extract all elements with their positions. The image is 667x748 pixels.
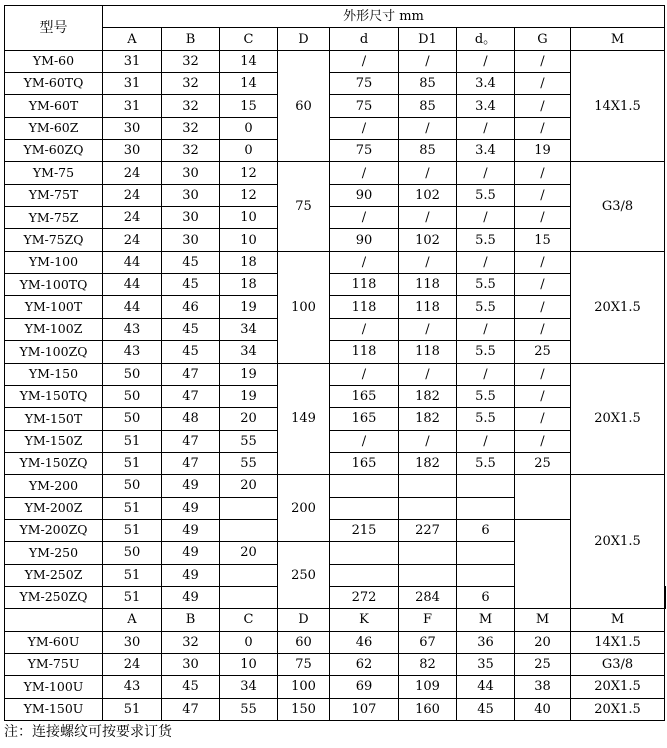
value-cell: / bbox=[515, 207, 571, 229]
value-cell: 75 bbox=[278, 653, 330, 675]
value-cell: 0 bbox=[220, 140, 278, 162]
value-cell: 118 bbox=[330, 296, 399, 318]
value-cell: / bbox=[515, 274, 571, 296]
model-cell: YM-60TQ bbox=[5, 73, 103, 95]
value-cell bbox=[399, 475, 457, 497]
value-cell bbox=[457, 475, 515, 497]
model-cell: YM-150T bbox=[5, 408, 103, 430]
value-cell: / bbox=[515, 184, 571, 206]
value-cell bbox=[457, 542, 515, 564]
value-cell bbox=[457, 564, 515, 586]
value-cell: 10 bbox=[220, 207, 278, 229]
value-cell: 51 bbox=[103, 497, 162, 519]
value-cell: 109 bbox=[399, 676, 457, 698]
value-cell: / bbox=[515, 162, 571, 184]
thread-cell: 14X1.5 bbox=[571, 50, 665, 162]
value-cell bbox=[220, 564, 278, 586]
value-cell: 32 bbox=[162, 117, 220, 139]
value-cell: 49 bbox=[162, 586, 220, 608]
value-cell: 14 bbox=[220, 50, 278, 72]
empty-cell bbox=[5, 609, 103, 631]
value-cell: 47 bbox=[162, 385, 220, 407]
table-row bbox=[5, 140, 666, 162]
value-cell: 47 bbox=[162, 452, 220, 474]
table-row bbox=[5, 50, 666, 72]
value-cell: 5.5 bbox=[457, 296, 515, 318]
thread-cell: 20X1.5 bbox=[571, 475, 665, 609]
value-cell: 50 bbox=[103, 363, 162, 385]
value-cell: 5.5 bbox=[457, 452, 515, 474]
table-row bbox=[5, 363, 666, 385]
model-cell: YM-150ZQ bbox=[5, 452, 103, 474]
value-cell: / bbox=[330, 251, 399, 273]
value-cell: 284 bbox=[399, 586, 457, 608]
thread-cell: 20X1.5 bbox=[571, 363, 665, 475]
value-cell: 5.5 bbox=[457, 184, 515, 206]
value-cell: 51 bbox=[103, 452, 162, 474]
value-cell: 47 bbox=[162, 430, 220, 452]
value-cell: / bbox=[515, 95, 571, 117]
value-cell: 30 bbox=[162, 653, 220, 675]
value-cell: 118 bbox=[399, 296, 457, 318]
value-cell bbox=[399, 564, 457, 586]
model-cell: YM-250Z bbox=[5, 564, 103, 586]
value-cell: 5.5 bbox=[457, 408, 515, 430]
column-header: D1 bbox=[399, 28, 457, 50]
value-cell: / bbox=[457, 318, 515, 340]
model-cell: YM-60ZQ bbox=[5, 140, 103, 162]
u-header-row bbox=[5, 609, 666, 631]
column-header: D bbox=[278, 28, 330, 50]
value-cell bbox=[330, 497, 399, 519]
value-cell: 45 bbox=[162, 274, 220, 296]
value-cell: / bbox=[457, 430, 515, 452]
value-cell: 51 bbox=[103, 586, 162, 608]
column-header: A bbox=[103, 28, 162, 50]
table-row bbox=[5, 73, 666, 95]
value-cell: 14 bbox=[220, 73, 278, 95]
value-cell: / bbox=[515, 385, 571, 407]
column-header: M bbox=[457, 609, 515, 631]
value-cell: 15 bbox=[220, 95, 278, 117]
table-row bbox=[5, 162, 666, 184]
value-cell: 44 bbox=[103, 274, 162, 296]
value-cell: / bbox=[457, 117, 515, 139]
table-row bbox=[5, 318, 666, 340]
table-row bbox=[5, 408, 666, 430]
value-cell: 12 bbox=[220, 184, 278, 206]
model-cell: YM-200 bbox=[5, 475, 103, 497]
value-cell: / bbox=[457, 251, 515, 273]
value-cell: 5.5 bbox=[457, 229, 515, 251]
value-cell: 24 bbox=[103, 162, 162, 184]
model-cell: YM-100TQ bbox=[5, 274, 103, 296]
value-cell: 3.4 bbox=[457, 140, 515, 162]
column-header: d bbox=[330, 28, 399, 50]
value-cell: 90 bbox=[330, 184, 399, 206]
value-cell: 85 bbox=[399, 140, 457, 162]
value-cell: / bbox=[457, 162, 515, 184]
value-cell: / bbox=[515, 117, 571, 139]
model-cell: YM-60U bbox=[5, 631, 103, 653]
value-cell: 62 bbox=[330, 653, 399, 675]
value-cell: 40 bbox=[515, 698, 571, 720]
value-cell: 6 bbox=[457, 586, 515, 608]
value-cell: 20 bbox=[220, 542, 278, 564]
value-cell: / bbox=[515, 430, 571, 452]
value-cell: 272 bbox=[330, 586, 399, 608]
value-cell: 100 bbox=[278, 676, 330, 698]
value-cell: 30 bbox=[103, 117, 162, 139]
table-row bbox=[5, 698, 666, 720]
value-cell: 20 bbox=[515, 631, 571, 653]
empty-cell bbox=[515, 475, 571, 520]
value-cell: 150 bbox=[278, 698, 330, 720]
value-cell: / bbox=[330, 430, 399, 452]
value-cell: 118 bbox=[330, 274, 399, 296]
value-cell: 20 bbox=[220, 408, 278, 430]
value-cell: 34 bbox=[220, 318, 278, 340]
value-cell: 25 bbox=[515, 341, 571, 363]
value-cell: 75 bbox=[330, 140, 399, 162]
value-cell: 182 bbox=[399, 408, 457, 430]
value-cell bbox=[220, 519, 278, 541]
value-cell: 118 bbox=[330, 341, 399, 363]
value-cell: 46 bbox=[330, 631, 399, 653]
value-cell: 85 bbox=[399, 73, 457, 95]
diameter-cell: 200 bbox=[278, 475, 330, 542]
value-cell: 107 bbox=[330, 698, 399, 720]
empty-cell bbox=[515, 519, 571, 608]
value-cell: 30 bbox=[103, 631, 162, 653]
table-row bbox=[5, 519, 666, 541]
value-cell: / bbox=[399, 363, 457, 385]
footnote: 注：连接螺纹可按要求订货 bbox=[4, 724, 172, 740]
value-cell: / bbox=[399, 318, 457, 340]
diameter-cell: 60 bbox=[278, 50, 330, 162]
value-cell: 12 bbox=[220, 162, 278, 184]
model-cell: YM-250 bbox=[5, 542, 103, 564]
value-cell: 10 bbox=[220, 653, 278, 675]
value-cell bbox=[457, 497, 515, 519]
table-row bbox=[5, 95, 666, 117]
value-cell: 30 bbox=[162, 207, 220, 229]
value-cell: / bbox=[515, 296, 571, 318]
value-cell: 34 bbox=[220, 341, 278, 363]
diameter-cell: 250 bbox=[278, 542, 330, 609]
value-cell: 19 bbox=[220, 296, 278, 318]
model-cell: YM-200ZQ bbox=[5, 519, 103, 541]
value-cell: 49 bbox=[162, 542, 220, 564]
value-cell: / bbox=[515, 318, 571, 340]
value-cell: 102 bbox=[399, 184, 457, 206]
value-cell: / bbox=[515, 50, 571, 72]
value-cell: 49 bbox=[162, 475, 220, 497]
model-cell: YM-60T bbox=[5, 95, 103, 117]
value-cell: 32 bbox=[162, 140, 220, 162]
value-cell: / bbox=[515, 363, 571, 385]
value-cell: 46 bbox=[162, 296, 220, 318]
dimensions-title: 外形尺寸 mm bbox=[103, 6, 665, 28]
value-cell: 165 bbox=[330, 452, 399, 474]
value-cell: 47 bbox=[162, 698, 220, 720]
value-cell: 48 bbox=[162, 408, 220, 430]
value-cell: 5.5 bbox=[457, 385, 515, 407]
table-row bbox=[5, 653, 666, 675]
model-header: 型号 bbox=[5, 6, 103, 51]
column-header: C bbox=[220, 609, 278, 631]
model-cell: YM-75ZQ bbox=[5, 229, 103, 251]
model-cell: YM-150Z bbox=[5, 430, 103, 452]
value-cell: G3/8 bbox=[571, 653, 665, 675]
value-cell: 30 bbox=[162, 184, 220, 206]
model-cell: YM-250ZQ bbox=[5, 586, 103, 608]
value-cell: 3.4 bbox=[457, 73, 515, 95]
column-header: M bbox=[571, 28, 665, 50]
value-cell: 55 bbox=[220, 698, 278, 720]
value-cell: 31 bbox=[103, 73, 162, 95]
value-cell: 32 bbox=[162, 631, 220, 653]
value-cell: 30 bbox=[162, 229, 220, 251]
value-cell: 20 bbox=[220, 475, 278, 497]
thread-cell: G3/8 bbox=[571, 162, 665, 251]
value-cell: 90 bbox=[330, 229, 399, 251]
value-cell: 18 bbox=[220, 251, 278, 273]
model-cell: YM-75U bbox=[5, 653, 103, 675]
value-cell: 60 bbox=[278, 631, 330, 653]
model-cell: YM-100Z bbox=[5, 318, 103, 340]
value-cell: / bbox=[399, 207, 457, 229]
table-row bbox=[5, 274, 666, 296]
column-header: M bbox=[571, 609, 665, 631]
value-cell: 3.4 bbox=[457, 95, 515, 117]
value-cell: / bbox=[330, 207, 399, 229]
value-cell: / bbox=[515, 73, 571, 95]
value-cell: 75 bbox=[330, 95, 399, 117]
table-row bbox=[5, 184, 666, 206]
value-cell: 14X1.5 bbox=[571, 631, 665, 653]
value-cell: / bbox=[515, 408, 571, 430]
table-row bbox=[5, 430, 666, 452]
value-cell bbox=[330, 475, 399, 497]
value-cell: 24 bbox=[103, 653, 162, 675]
dimension-table bbox=[4, 5, 666, 721]
table-row bbox=[5, 251, 666, 273]
value-cell: 15 bbox=[515, 229, 571, 251]
value-cell: 31 bbox=[103, 50, 162, 72]
header-row-1 bbox=[5, 6, 666, 28]
model-cell: YM-200Z bbox=[5, 497, 103, 519]
diameter-cell: 149 bbox=[278, 363, 330, 475]
value-cell: 227 bbox=[399, 519, 457, 541]
value-cell: 19 bbox=[220, 385, 278, 407]
value-cell: / bbox=[330, 162, 399, 184]
value-cell: 20X1.5 bbox=[571, 698, 665, 720]
value-cell: / bbox=[399, 117, 457, 139]
value-cell: 182 bbox=[399, 385, 457, 407]
value-cell bbox=[220, 586, 278, 608]
value-cell: 34 bbox=[220, 676, 278, 698]
value-cell: 160 bbox=[399, 698, 457, 720]
value-cell: 25 bbox=[515, 452, 571, 474]
value-cell: 6 bbox=[457, 519, 515, 541]
column-header: A bbox=[103, 609, 162, 631]
column-header: D bbox=[278, 609, 330, 631]
value-cell: 30 bbox=[162, 162, 220, 184]
model-cell: YM-100 bbox=[5, 251, 103, 273]
value-cell: 5.5 bbox=[457, 341, 515, 363]
model-cell: YM-100T bbox=[5, 296, 103, 318]
column-header: F bbox=[399, 609, 457, 631]
value-cell: 47 bbox=[162, 363, 220, 385]
value-cell: 10 bbox=[220, 229, 278, 251]
value-cell: 51 bbox=[103, 564, 162, 586]
value-cell: 36 bbox=[457, 631, 515, 653]
value-cell: 75 bbox=[330, 73, 399, 95]
value-cell: 24 bbox=[103, 207, 162, 229]
value-cell: 182 bbox=[399, 452, 457, 474]
value-cell: 49 bbox=[162, 564, 220, 586]
value-cell: 31 bbox=[103, 95, 162, 117]
thread-cell: 20X1.5 bbox=[571, 251, 665, 363]
value-cell: 67 bbox=[399, 631, 457, 653]
value-cell: 32 bbox=[162, 50, 220, 72]
table-row bbox=[5, 341, 666, 363]
value-cell: 43 bbox=[103, 318, 162, 340]
value-cell: 45 bbox=[162, 318, 220, 340]
value-cell: / bbox=[399, 162, 457, 184]
value-cell: 44 bbox=[103, 296, 162, 318]
model-cell: YM-75Z bbox=[5, 207, 103, 229]
value-cell: 51 bbox=[103, 698, 162, 720]
model-cell: YM-75T bbox=[5, 184, 103, 206]
value-cell: 38 bbox=[515, 676, 571, 698]
value-cell: 82 bbox=[399, 653, 457, 675]
value-cell: 35 bbox=[457, 653, 515, 675]
table-row bbox=[5, 631, 666, 653]
value-cell: 44 bbox=[103, 251, 162, 273]
value-cell: 165 bbox=[330, 408, 399, 430]
value-cell: / bbox=[330, 363, 399, 385]
value-cell: 5.5 bbox=[457, 274, 515, 296]
value-cell: 19 bbox=[220, 363, 278, 385]
value-cell bbox=[399, 497, 457, 519]
table-row bbox=[5, 229, 666, 251]
empty-cell bbox=[665, 586, 666, 608]
model-cell: YM-100ZQ bbox=[5, 341, 103, 363]
value-cell bbox=[330, 542, 399, 564]
value-cell: 215 bbox=[330, 519, 399, 541]
value-cell: / bbox=[399, 430, 457, 452]
column-header: B bbox=[162, 28, 220, 50]
value-cell: 69 bbox=[330, 676, 399, 698]
table-row bbox=[5, 475, 666, 497]
table-row bbox=[5, 385, 666, 407]
value-cell: 50 bbox=[103, 408, 162, 430]
table-row bbox=[5, 452, 666, 474]
header-row-2 bbox=[5, 28, 666, 50]
value-cell: 0 bbox=[220, 631, 278, 653]
value-cell: 32 bbox=[162, 73, 220, 95]
column-header: B bbox=[162, 609, 220, 631]
value-cell: 30 bbox=[103, 140, 162, 162]
value-cell: / bbox=[457, 363, 515, 385]
value-cell: 0 bbox=[220, 117, 278, 139]
model-cell: YM-150TQ bbox=[5, 385, 103, 407]
value-cell: 32 bbox=[162, 95, 220, 117]
table-row bbox=[5, 207, 666, 229]
model-cell: YM-75 bbox=[5, 162, 103, 184]
value-cell: / bbox=[399, 251, 457, 273]
value-cell: / bbox=[457, 50, 515, 72]
table-row bbox=[5, 676, 666, 698]
value-cell: 49 bbox=[162, 519, 220, 541]
value-cell bbox=[330, 564, 399, 586]
value-cell: 102 bbox=[399, 229, 457, 251]
column-header: G bbox=[515, 28, 571, 50]
value-cell bbox=[220, 497, 278, 519]
model-cell: YM-60Z bbox=[5, 117, 103, 139]
value-cell: 118 bbox=[399, 341, 457, 363]
value-cell: 85 bbox=[399, 95, 457, 117]
value-cell: 19 bbox=[515, 140, 571, 162]
model-cell: YM-100U bbox=[5, 676, 103, 698]
value-cell: 51 bbox=[103, 430, 162, 452]
value-cell: 44 bbox=[457, 676, 515, 698]
value-cell: 18 bbox=[220, 274, 278, 296]
value-cell: 20X1.5 bbox=[571, 676, 665, 698]
diameter-cell: 100 bbox=[278, 251, 330, 363]
value-cell: / bbox=[330, 318, 399, 340]
value-cell: / bbox=[515, 251, 571, 273]
value-cell: 50 bbox=[103, 542, 162, 564]
value-cell: 24 bbox=[103, 229, 162, 251]
value-cell: / bbox=[330, 117, 399, 139]
table-row bbox=[5, 117, 666, 139]
value-cell: 118 bbox=[399, 274, 457, 296]
value-cell: 50 bbox=[103, 475, 162, 497]
value-cell: / bbox=[330, 50, 399, 72]
column-header: K bbox=[330, 609, 399, 631]
value-cell: 50 bbox=[103, 385, 162, 407]
diameter-cell: 75 bbox=[278, 162, 330, 251]
model-cell: YM-150U bbox=[5, 698, 103, 720]
value-cell: 49 bbox=[162, 497, 220, 519]
value-cell: 165 bbox=[330, 385, 399, 407]
column-header: C bbox=[220, 28, 278, 50]
value-cell: 55 bbox=[220, 452, 278, 474]
value-cell bbox=[399, 542, 457, 564]
value-cell: 45 bbox=[457, 698, 515, 720]
value-cell: 45 bbox=[162, 251, 220, 273]
value-cell: 25 bbox=[515, 653, 571, 675]
value-cell: 51 bbox=[103, 519, 162, 541]
value-cell: 43 bbox=[103, 676, 162, 698]
value-cell: 24 bbox=[103, 184, 162, 206]
value-cell: 45 bbox=[162, 676, 220, 698]
value-cell: / bbox=[399, 50, 457, 72]
value-cell: 55 bbox=[220, 430, 278, 452]
model-cell: YM-60 bbox=[5, 50, 103, 72]
column-header: d。 bbox=[457, 28, 515, 50]
value-cell: 43 bbox=[103, 341, 162, 363]
table-row bbox=[5, 296, 666, 318]
model-cell: YM-150 bbox=[5, 363, 103, 385]
value-cell: 45 bbox=[162, 341, 220, 363]
value-cell: / bbox=[457, 207, 515, 229]
column-header: M bbox=[515, 609, 571, 631]
